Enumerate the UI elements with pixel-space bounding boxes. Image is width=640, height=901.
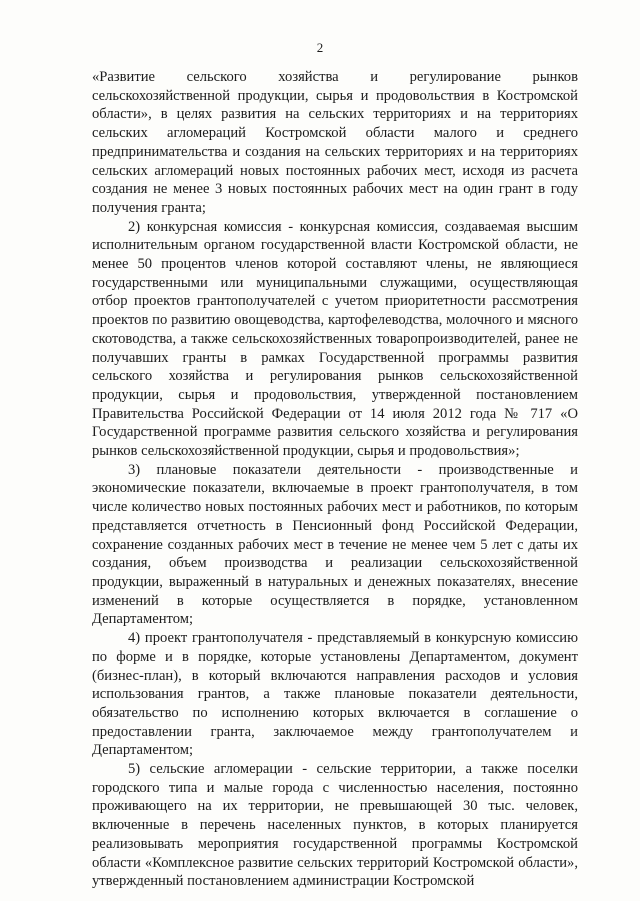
paragraph-continuation: «Развитие сельского хозяйства и регулирование рынков сельскохозяйственной продукции, сырья и продовольствия в Костромской области», в целях развития на сельских территориях и на территориях сельских агломераций Костромской области малого и среднего предпринимательства и создания на сельских территориях и на территориях сельских агломераций новых постоянных рабочих мест, исходя из расчета создания не менее 3 новых постоянных рабочих мест на один грант в году получения гранта; <box>92 69 578 216</box>
paragraph-item-5: 5) сельские агломерации - сельские территории, а также поселки городского типа и малые города с численностью населения, постоянно проживающего на их территории, не превышающей 30 тыс. человек, включенные в перечень населенных пунктов, в которых планируется реализовывать мероприятия государственной программы Костромской области «Комплексное развитие сельских территорий Костромской области», утвержденный постановлением администрации Костромской <box>92 761 578 890</box>
page-number: 2 <box>316 40 324 55</box>
paragraph-item-3: 3) плановые показатели деятельности - производственные и экономические показатели, включаемые в проект грантополучателя, в том числе количество новых постоянных рабочих мест и работников, по которым представляется отчетность в Пенсионный фонд Российской Федерации, сохранение созданных рабочих мест в течение не менее чем 5 лет с даты их создания, объем производства и реализации сельскохозяйственной продукции, выраженный в натуральных и денежных показателях, внесение изменений в которые осуществляется в порядке, установленном Департаментом; <box>92 461 578 628</box>
paragraph-item-2: 2) конкурсная комиссия - конкурсная комиссия, создаваемая высшим исполнительным органом государственной власти Костромской области, не менее 50 процентов членов которой составляют члены, не являющиеся государственными или муниципальными служащими, осуществляющая отбор проектов грантополучателей с учетом приоритетности рассмотрения проектов по развитию овощеводства, картофелеводства, молочного и мясного скотоводства, а также сельскохозяйственных товаропроизводителей, ранее не получавших гранты в рамках Государственной программы развития сельского хозяйства и регулирования рынков сельскохозяйственной продукции, сырья и продовольствия, утвержденной постановлением Правительства Российской Федерации от 14 июля 2012 года № 717 «О Государственной программе развития сельского хозяйства и регулирования рынков сельскохозяйственной продукции, сырья и продовольствия»; <box>92 218 578 460</box>
paragraph-item-4: 4) проект грантополучателя - представляемый в конкурсную комиссию по форме и в порядке, которые установлены Департаментом, документ (бизнес-план), в который включаются направления расходов и условия использования грантов, а также плановые показатели деятельности, обязательство по исполнению которых включается в соглашение о предоставлении гранта, заключаемое между грантополучателем и Департаментом; <box>92 630 578 759</box>
